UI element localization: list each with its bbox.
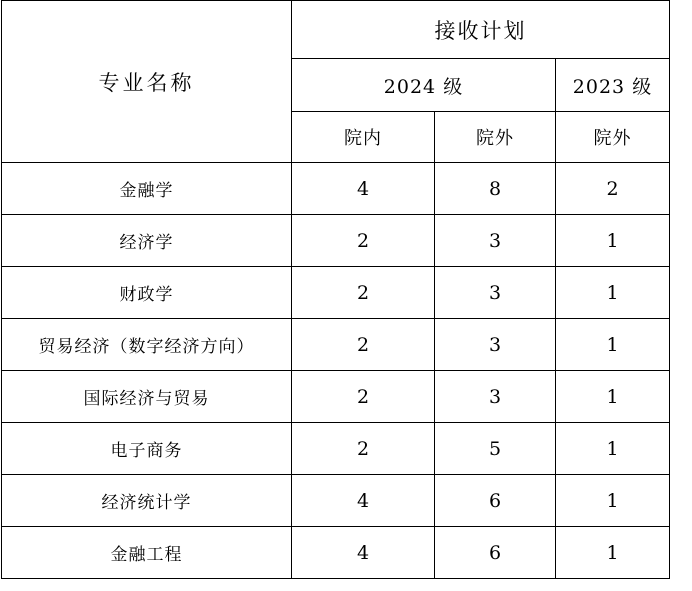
cell-inside-2024: 2 [292,267,435,319]
cell-outside-2023: 1 [556,475,670,527]
cell-inside-2024: 2 [292,215,435,267]
column-header-scope-outside-2024: 院外 [435,112,556,163]
column-header-scope-outside-2023: 院外 [556,112,670,163]
cell-outside-2023: 1 [556,319,670,371]
cell-outside-2023: 1 [556,215,670,267]
table-row [2,527,670,579]
table-row [2,475,670,527]
table-row [2,267,670,319]
table-row [2,215,670,267]
column-header-major: 专业名称 [2,1,292,163]
cell-inside-2024: 2 [292,319,435,371]
cell-major: 电子商务 [2,423,292,475]
cell-inside-2024: 2 [292,371,435,423]
cell-outside-2023: 1 [556,267,670,319]
cell-major: 经济统计学 [2,475,292,527]
column-header-grade-2024: 2024 级 [292,59,556,112]
cell-outside-2024: 3 [435,371,556,423]
header-row-plan [2,1,670,59]
table-body [2,163,670,579]
cell-inside-2024: 2 [292,423,435,475]
cell-outside-2024: 3 [435,319,556,371]
cell-major: 经济学 [2,215,292,267]
column-header-plan: 接收计划 [292,1,670,59]
cell-outside-2024: 3 [435,267,556,319]
cell-major: 金融学 [2,163,292,215]
cell-inside-2024: 4 [292,527,435,579]
cell-outside-2024: 8 [435,163,556,215]
cell-inside-2024: 4 [292,475,435,527]
column-header-scope-inside-2024: 院内 [292,112,435,163]
table-row [2,371,670,423]
cell-major: 国际经济与贸易 [2,371,292,423]
table-row [2,423,670,475]
cell-outside-2023: 1 [556,423,670,475]
cell-outside-2023: 1 [556,527,670,579]
table-row [2,319,670,371]
transfer-plan-table [1,0,670,579]
column-header-grade-2023: 2023 级 [556,59,670,112]
cell-major: 财政学 [2,267,292,319]
cell-outside-2024: 5 [435,423,556,475]
cell-outside-2024: 3 [435,215,556,267]
cell-outside-2024: 6 [435,527,556,579]
cell-outside-2023: 1 [556,371,670,423]
cell-major: 贸易经济（数字经济方向） [2,319,292,371]
cell-outside-2023: 2 [556,163,670,215]
table-header [2,1,670,163]
cell-major: 金融工程 [2,527,292,579]
table-row [2,163,670,215]
cell-outside-2024: 6 [435,475,556,527]
cell-inside-2024: 4 [292,163,435,215]
